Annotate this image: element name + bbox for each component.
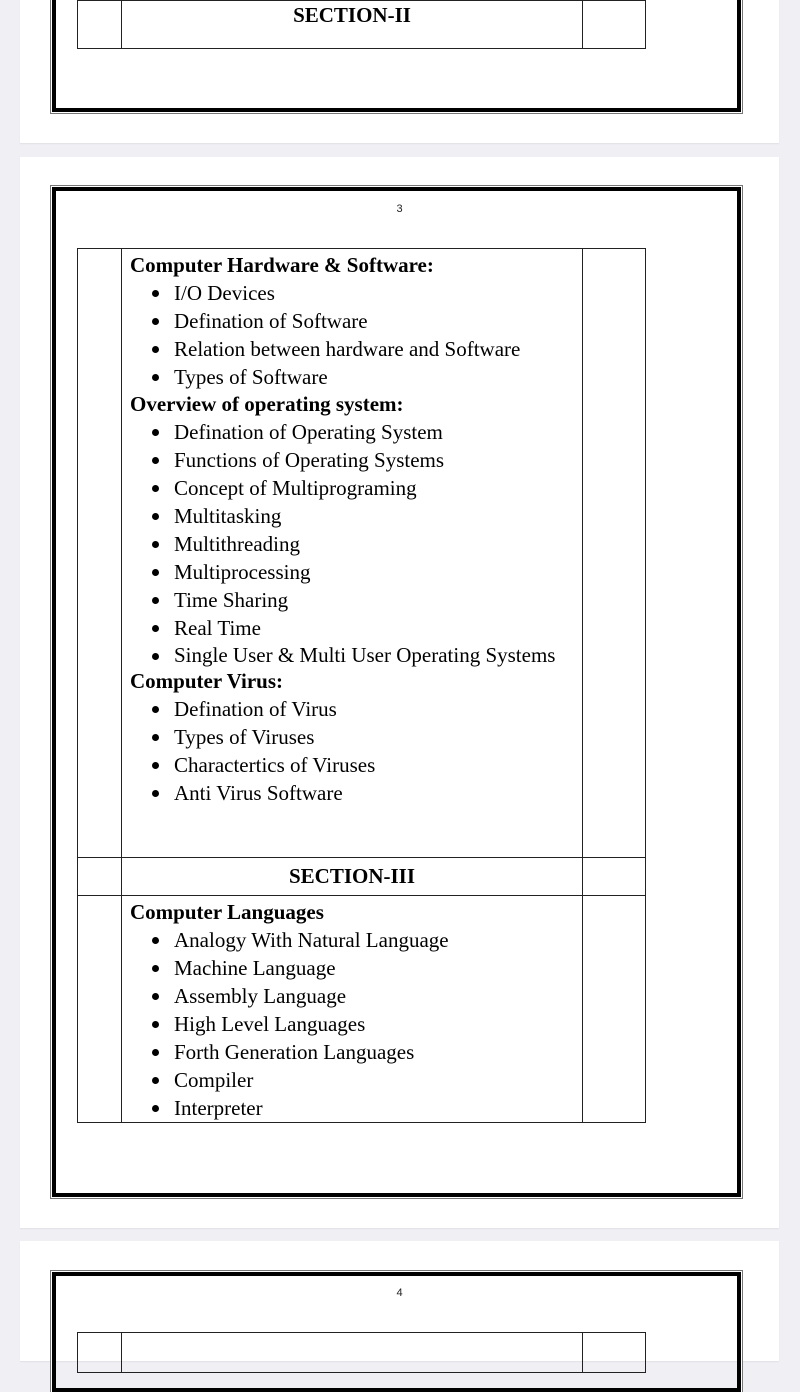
table-cell-empty <box>583 1 646 49</box>
list-item <box>152 954 582 982</box>
bullet-icon <box>152 485 159 492</box>
list-item <box>152 446 582 474</box>
syllabus-table <box>77 0 646 49</box>
table-cell-content <box>122 249 583 858</box>
topic-heading: Computer Virus: <box>130 669 284 693</box>
bullet-icon <box>152 1049 159 1056</box>
list-item-text: Relation between hardware and Software <box>174 337 521 361</box>
list-item-text: Interpreter <box>174 1096 263 1120</box>
topic-heading: Computer Hardware & Software: <box>130 253 434 277</box>
table-cell-empty <box>583 249 646 858</box>
page-number: 3 <box>396 203 403 215</box>
bullet-icon <box>152 318 159 325</box>
list-item <box>152 1066 582 1094</box>
list-item <box>152 751 582 779</box>
list-item-text: Defination of Virus <box>174 697 337 721</box>
list-item <box>152 558 582 586</box>
list-item <box>152 642 582 668</box>
table-cell-empty <box>78 1 122 49</box>
table-cell-empty <box>583 858 646 896</box>
bullet-icon <box>152 290 159 297</box>
table-row <box>78 1333 646 1373</box>
list-item <box>152 982 582 1010</box>
list-item-text: Defination of Software <box>174 309 368 333</box>
list-item-text: Types of Software <box>174 365 328 389</box>
section-title: SECTION-II <box>293 3 411 27</box>
table-cell-empty <box>583 1333 646 1373</box>
bullet-icon <box>152 457 159 464</box>
table-cell-content <box>122 1333 583 1373</box>
table-cell-section <box>122 1 583 49</box>
list-item <box>152 1094 582 1122</box>
list-item-text: I/O Devices <box>174 281 275 305</box>
list-item <box>152 1038 582 1066</box>
list-item <box>152 335 582 363</box>
list-item <box>152 474 582 502</box>
page-number: 4 <box>396 1287 403 1299</box>
list-item-text: Machine Language <box>174 956 336 980</box>
list-item-text: Types of Viruses <box>174 725 315 749</box>
bullet-icon <box>152 653 159 660</box>
list-item <box>152 586 582 614</box>
topic-content <box>122 249 582 807</box>
table-cell-section <box>122 858 583 896</box>
list-item <box>152 279 582 307</box>
bullet-icon <box>152 513 159 520</box>
bullet-icon <box>152 569 159 576</box>
table-cell-empty <box>78 858 122 896</box>
topic-list <box>130 695 582 807</box>
bullet-icon <box>152 790 159 797</box>
table-cell-empty <box>78 249 122 858</box>
table-cell-empty <box>78 896 122 1123</box>
syllabus-table <box>77 1332 646 1373</box>
list-item <box>152 363 582 391</box>
bullet-icon <box>152 1077 159 1084</box>
bullet-icon <box>152 706 159 713</box>
table-row <box>78 249 646 858</box>
table-cell-content <box>122 896 583 1123</box>
list-item <box>152 614 582 642</box>
list-item-text: High Level Languages <box>174 1012 366 1036</box>
list-item <box>152 926 582 954</box>
document-page-4 <box>20 1241 779 1361</box>
list-item-text: Analogy With Natural Language <box>174 928 449 952</box>
topic-heading: Overview of operating system: <box>130 392 404 416</box>
syllabus-table <box>77 248 646 1123</box>
bullet-icon <box>152 1021 159 1028</box>
list-item <box>152 530 582 558</box>
list-item <box>152 418 582 446</box>
table-cell-empty <box>78 1333 122 1373</box>
list-item-text: Functions of Operating Systems <box>174 448 445 472</box>
list-item-text: Real Time <box>174 616 261 640</box>
list-item <box>152 695 582 723</box>
list-item <box>152 307 582 335</box>
list-item-text: Assembly Language <box>174 984 347 1008</box>
list-item <box>152 502 582 530</box>
bullet-icon <box>152 993 159 1000</box>
bullet-icon <box>152 762 159 769</box>
topic-content <box>122 896 582 1122</box>
section-title: SECTION-III <box>288 864 416 888</box>
bullet-icon <box>152 597 159 604</box>
list-item-text: Multiprocessing <box>174 560 311 584</box>
table-row <box>78 858 646 896</box>
list-item-text: Time Sharing <box>174 588 289 612</box>
list-item-text: Multithreading <box>174 532 300 556</box>
document-page-3 <box>20 157 779 1228</box>
document-page-2 <box>20 0 779 143</box>
bullet-icon <box>152 937 159 944</box>
bullet-icon <box>152 346 159 353</box>
bullet-icon <box>152 625 159 632</box>
list-item-text: Compiler <box>174 1068 254 1092</box>
table-row <box>78 896 646 1123</box>
bullet-icon <box>152 541 159 548</box>
list-item-text: Forth Generation Languages <box>174 1040 415 1064</box>
list-item-text: Charactertics of Viruses <box>174 753 376 777</box>
bullet-icon <box>152 374 159 381</box>
topic-list <box>130 418 582 668</box>
list-item <box>152 723 582 751</box>
list-item-text: Single User & Multi User Operating Systems <box>174 643 556 667</box>
bullet-icon <box>152 1105 159 1112</box>
topic-list <box>130 926 582 1122</box>
list-item-text: Anti Virus Software <box>174 781 343 805</box>
bullet-icon <box>152 965 159 972</box>
table-cell-empty <box>583 896 646 1123</box>
table-row <box>78 1 646 49</box>
topic-heading: Computer Languages <box>130 900 324 924</box>
list-item-text: Concept of Multiprograming <box>174 476 417 500</box>
list-item-text: Multitasking <box>174 504 282 528</box>
list-item <box>152 779 582 807</box>
list-item <box>152 1010 582 1038</box>
list-item-text: Defination of Operating System <box>174 420 443 444</box>
bullet-icon <box>152 429 159 436</box>
bullet-icon <box>152 734 159 741</box>
topic-list <box>130 279 582 391</box>
